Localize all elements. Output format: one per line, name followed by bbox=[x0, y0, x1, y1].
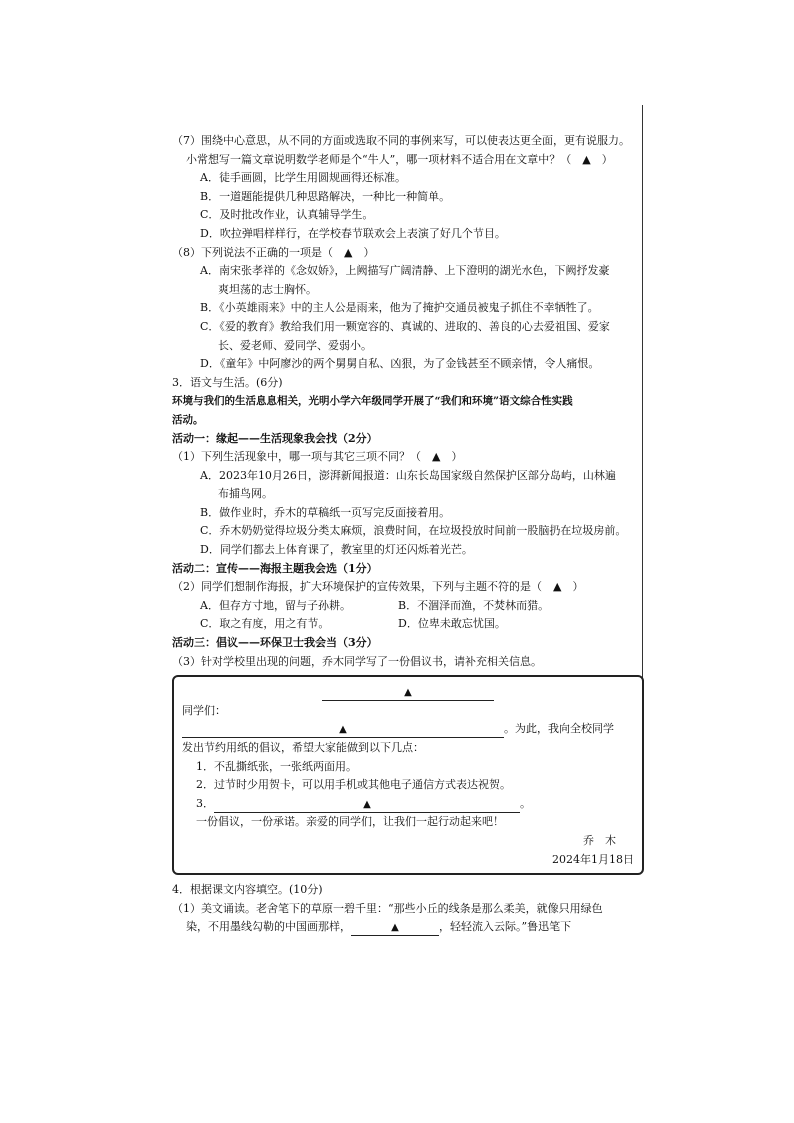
triangle-icon: ▲ bbox=[404, 687, 412, 699]
q4-line1: （1）美文诵读。老舍笔下的草原一碧千里：“那些小丘的线条是那么柔美，就像只用绿色 bbox=[172, 901, 603, 915]
letter-item1: 1．不乱撕纸张，一张纸两面用。 bbox=[196, 759, 357, 773]
activity1-option-d: D．同学们都去上体育课了，教室里的灯还闪烁着光芒。 bbox=[200, 543, 473, 557]
q4-fill-blank[interactable] bbox=[351, 920, 439, 936]
letter-title-blank[interactable] bbox=[322, 685, 494, 701]
q4-line2 bbox=[172, 918, 642, 937]
q8-option-b: B．《小英雄雨来》中的主人公是雨来，他为了掩护交通员被鬼子抓住不幸牺牲了。 bbox=[200, 301, 599, 315]
q8-stem: （8）下列说法不正确的一项是（ ▲ ） bbox=[172, 245, 375, 259]
letter-title-row bbox=[182, 683, 634, 702]
q7-stem-line1: （7）围绕中心意思，从不同的方面或选取不同的事例来写，可以使表达更全面，更有说服力。 bbox=[172, 134, 630, 147]
q8-option-a-line2: 爽坦荡的志士胸怀。 bbox=[218, 282, 317, 296]
letter-item2: 2．过节时少用贺卡，可以用手机或其他电子通信方式表达祝贺。 bbox=[196, 778, 511, 792]
letter-greeting: 同学们： bbox=[182, 703, 226, 717]
letter-line3: 发出节约用纸的倡议，希望大家能做到以下几点： bbox=[182, 741, 424, 754]
q7-option-c: C．及时批改作业，认真辅导学生。 bbox=[200, 208, 374, 222]
activity2-stem: （2）同学们想制作海报，扩大环境保护的宣传效果，下列与主题不符的是（ ▲ ） bbox=[172, 580, 584, 594]
letter-line2 bbox=[182, 720, 634, 739]
letter-date: 2024年1月18日 bbox=[552, 852, 634, 866]
letter-closing: 一份倡议，一份承诺。亲爱的同学们，让我们一起行动起来吧！ bbox=[196, 815, 504, 829]
q8-option-c-line2: 长、爱老师、爱同学、爱弱小。 bbox=[218, 338, 372, 352]
activity3-title: 活动三：倡议——环保卫士我会当（3分） bbox=[172, 636, 378, 650]
q4-line2-tail: ，轻轻流入云际。”鲁迅笔下 bbox=[439, 920, 572, 934]
triangle-icon: ▲ bbox=[339, 724, 347, 736]
letter-line2-tail: 。为此，我向全校同学 bbox=[504, 722, 614, 736]
activity1-title: 活动一：缘起——生活现象我会找（2分） bbox=[172, 431, 378, 445]
triangle-icon: ▲ bbox=[391, 922, 399, 934]
q8-option-c-line1: C．《爱的教育》教给我们用一颗宽容的、真诚的、进取的、善良的心去爱祖国、爱家 bbox=[200, 319, 610, 333]
q7-option-d: D．吹拉弹唱样样行，在学校春节联欢会上表演了好几个节目。 bbox=[200, 226, 506, 240]
q8-option-a-line1: A．南宋张孝祥的《念奴娇》，上阙描写广阔清静、上下澄明的湖光水色，下阙抒发豪 bbox=[200, 264, 610, 278]
activity2-options-row1 bbox=[172, 597, 642, 616]
letter-item3-tail: 。 bbox=[520, 796, 531, 810]
activity1-option-a-line2: 布捕鸟网。 bbox=[218, 487, 273, 501]
letter-item3 bbox=[182, 795, 634, 814]
q8-option-d: D．《童年》中阿廖沙的两个舅舅自私、凶狠，为了金钱甚至不顾亲情，令人痛恨。 bbox=[200, 357, 600, 371]
triangle-icon: ▲ bbox=[363, 798, 371, 810]
activity1-option-c: C．乔木奶奶觉得垃圾分类太麻烦，浪费时间，在垃圾投放时间前一股脑扔在垃圾房前。 bbox=[200, 524, 627, 538]
activity1-option-b: B．做作业时，乔木的草稿纸一页写完反面接着用。 bbox=[200, 505, 451, 519]
activity1-option-a-line1: A．2023年10月26日，澎湃新闻报道：山东长岛国家级自然保护区部分岛屿，山林遍 bbox=[200, 468, 616, 482]
letter-item3-number: 3． bbox=[196, 796, 214, 810]
letter-problem-blank[interactable] bbox=[182, 722, 504, 738]
q7-option-b: B．一道题能提供几种思路解决，一种比一种简单。 bbox=[200, 189, 451, 203]
q7-stem-line2: 小常想写一篇文章说明数学老师是个“牛人”，哪一项材料不适合用在文章中？（ ▲ ） bbox=[186, 152, 613, 166]
q4-heading: 4．根据课文内容填空。(10分) bbox=[172, 883, 323, 897]
activity2-options-row2 bbox=[172, 615, 642, 634]
q3-heading: 3．语文与生活。(6分) bbox=[172, 375, 283, 389]
activity3-stem: （3）针对学校里出现的问题，乔木同学写了一份倡议书，请补充相关信息。 bbox=[172, 654, 542, 668]
letter-signer: 乔 木 bbox=[583, 833, 616, 847]
exam-content bbox=[172, 132, 642, 937]
q3-intro-line2: 活动。 bbox=[172, 413, 204, 426]
activity2-title: 活动二：宣传——海报主题我会选（1分） bbox=[172, 561, 378, 575]
q7-option-a: A．徒手画圆，比学生用圆规画得还标准。 bbox=[200, 171, 406, 185]
activity2-option-b: B．不涸泽而渔，不焚林而猎。 bbox=[398, 598, 550, 612]
letter-item3-blank[interactable] bbox=[214, 797, 520, 813]
activity2-option-c: C．取之有度，用之有节。 bbox=[200, 617, 330, 631]
q4-line2-head: 染，不用墨线勾勒的中国画那样， bbox=[186, 920, 351, 934]
activity2-option-d: D．位卑未敢忘忧国。 bbox=[398, 617, 506, 631]
q3-intro-line1: 环境与我们的生活息息相关，光明小学六年级同学开展了“我们和环境”语文综合性实践 bbox=[172, 395, 573, 408]
activity2-option-a: A．但存方寸地，留与子孙耕。 bbox=[200, 598, 351, 612]
activity1-stem: （1）下列生活现象中，哪一项与其它三项不同？（ ▲ ） bbox=[172, 450, 463, 464]
proposal-letter-box bbox=[172, 675, 644, 875]
